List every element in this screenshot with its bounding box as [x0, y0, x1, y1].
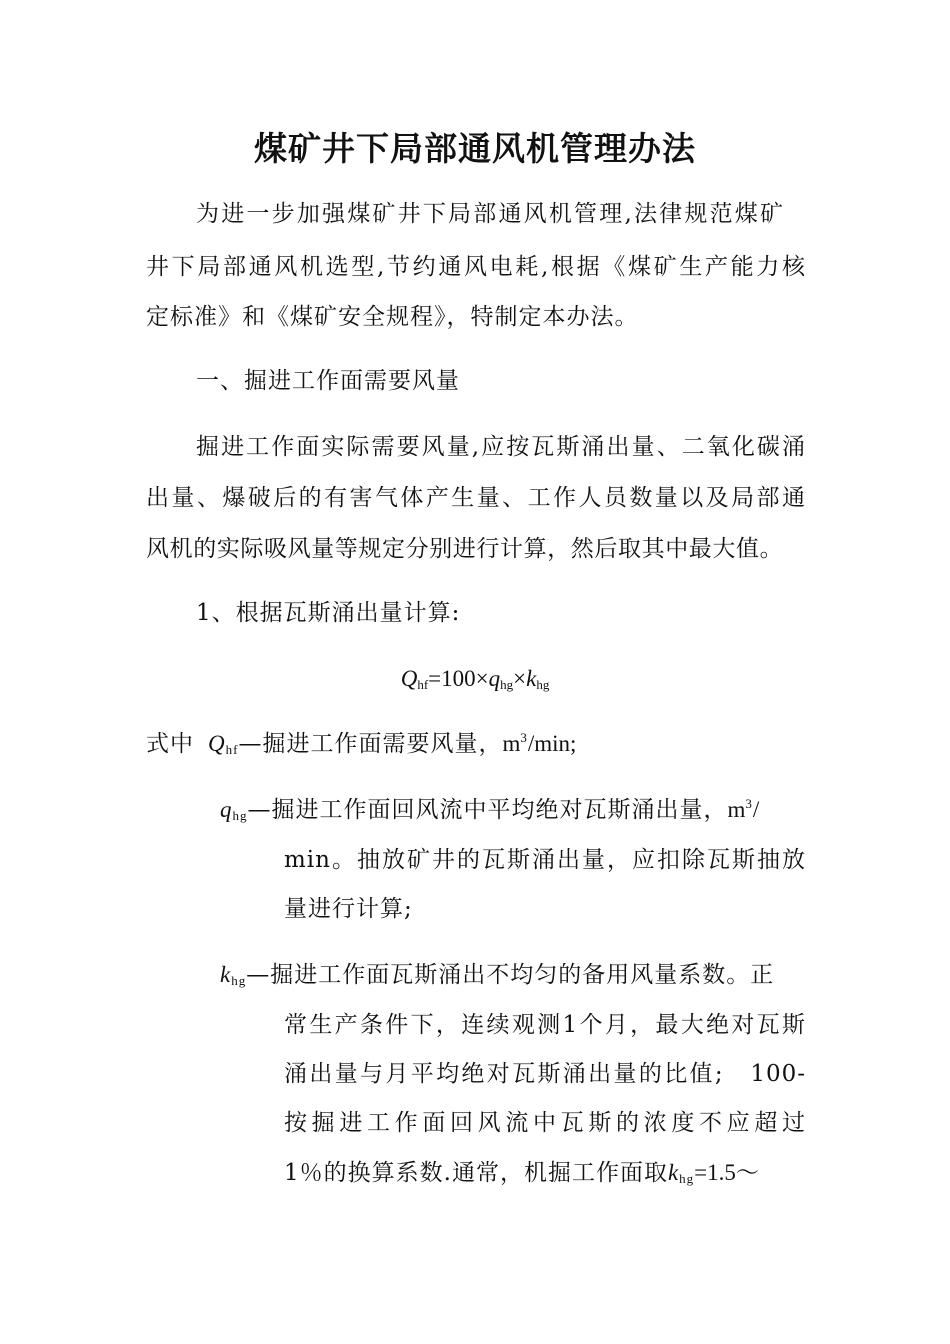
item1-heading: 1、根据瓦斯涌出量计算: — [196, 600, 461, 626]
definition-q-line-1: $q_{hg}—$掘进工作面回风流中平均绝对瓦斯涌出量，$m^3/$ — [220, 796, 760, 823]
definition-Q: 式中 $Q_{hf}—$掘进工作面需要风量，$m^3/\min$; — [146, 730, 577, 757]
para2-line-2: 出量、爆破后的有害气体产生量、工作人员数量以及局部通 — [146, 485, 806, 511]
intro-line-2: 井下局部通风机选型,节约通风电耗,根据《煤矿生产能力核 — [146, 254, 806, 280]
definition-q-line-2: min。抽放矿井的瓦斯涌出量，应扣除瓦斯抽放 — [284, 847, 806, 873]
document-title: 煤矿井下局部通风机管理办法 — [254, 129, 696, 168]
para2-line-3: 风机的实际吸风量等规定分别进行计算，然后取其中最大值。 — [146, 536, 784, 562]
definition-q-line-3: 量进行计算; — [284, 896, 413, 922]
definition-k-line-2: 常生产条件下，连续观测1个月，最大绝对瓦斯 — [284, 1012, 806, 1038]
para2-line-1: 掘进工作面实际需要风量,应按瓦斯涌出量、二氧化碳涌 — [196, 434, 806, 460]
section-heading: 一、掘进工作面需要风量 — [196, 368, 460, 394]
definition-k-line-1: $k_{hg}—$掘进工作面瓦斯涌出不均匀的备用风量系数。正 — [220, 962, 775, 988]
definition-k-line-3: 涌出量与月平均绝对瓦斯涌出量的比值; 100- — [284, 1061, 806, 1087]
airflow-formula: $Q_{hf}=100\times q_{hg}\times k_{hg}$ — [400, 666, 550, 692]
intro-line-3: 定标准》和《煤矿安全规程》，特制定本办法。 — [146, 304, 639, 330]
intro-line-1: 为进一步加强煤矿井下局部通风机管理,法律规范煤矿 — [196, 201, 784, 227]
definition-k-line-5: 1％的换算系数.通常，机掘工作面取$k_{hg}=1.5\sim$ — [284, 1160, 759, 1186]
definition-k-line-4: 按掘进工作面回风流中瓦斯的浓度不应超过 — [284, 1110, 806, 1136]
